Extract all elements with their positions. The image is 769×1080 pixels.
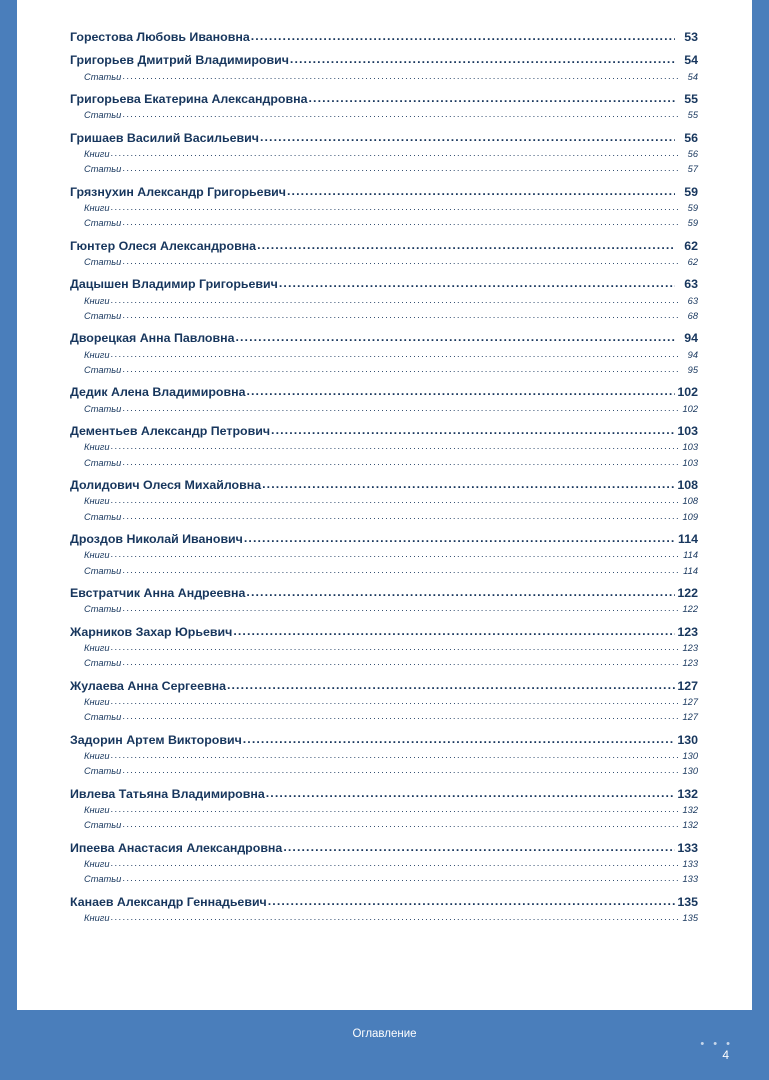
toc-leader-dots — [122, 404, 679, 413]
toc-entry-page-number: 103 — [677, 424, 698, 439]
toc-entry-label: Канаев Александр Геннадьевич — [70, 894, 267, 909]
toc-leader-dots — [122, 257, 679, 266]
toc-entry-page-number: 108 — [682, 496, 698, 507]
toc-leader-dots — [111, 442, 679, 451]
toc-entry-label: Статьи — [84, 874, 122, 885]
toc-entry-label: Книги — [84, 203, 110, 214]
toc-entry-page-number: 135 — [677, 894, 698, 909]
toc-entry-level2[interactable] — [70, 859, 698, 869]
toc-entry-page-number: 133 — [682, 859, 698, 870]
toc-entry-label: Статьи — [84, 403, 122, 414]
toc-entry-page-number: 63 — [687, 295, 698, 306]
toc-entry-label: Книги — [84, 859, 110, 870]
toc-entry-level2[interactable] — [70, 658, 698, 668]
toc-entry-level2[interactable] — [70, 496, 698, 506]
toc-entry-level2[interactable] — [70, 913, 698, 923]
toc-leader-dots — [122, 874, 679, 883]
footer-page-number: 4 — [722, 1048, 729, 1062]
toc-entry-label: Статьи — [84, 457, 122, 468]
toc-entry-page-number: 63 — [684, 277, 698, 292]
toc-entry-label: Книги — [84, 295, 110, 306]
toc-entry-page-number: 94 — [684, 331, 698, 346]
toc-entry-page-number: 114 — [683, 565, 698, 576]
toc-leader-dots — [122, 512, 679, 521]
toc-entry-label: Книги — [84, 805, 110, 816]
toc-entry-page-number: 62 — [684, 238, 698, 253]
left-accent-bar — [0, 0, 17, 1010]
toc-entry-level2[interactable] — [70, 72, 698, 82]
toc-entry-level2[interactable] — [70, 805, 698, 815]
toc-leader-dots — [262, 478, 675, 490]
toc-entry-label: Книги — [84, 913, 110, 924]
toc-entry-level2[interactable] — [70, 110, 698, 120]
toc-leader-dots — [122, 110, 679, 119]
toc-entry-level2[interactable] — [70, 164, 698, 174]
toc-leader-dots — [287, 185, 675, 197]
toc-entry-level2[interactable] — [70, 766, 698, 776]
toc-entry-page-number: 68 — [687, 311, 698, 322]
toc-leader-dots — [122, 458, 679, 467]
toc-entry-level2[interactable] — [70, 257, 698, 267]
toc-entry-page-number: 59 — [687, 203, 698, 214]
toc-entry-level1[interactable] — [70, 185, 698, 198]
toc-entry-level1[interactable] — [70, 478, 698, 491]
toc-leader-dots — [111, 203, 679, 212]
toc-entry-page-number: 94 — [687, 349, 698, 360]
toc-entry-page-number: 133 — [682, 874, 698, 885]
toc-entry-label: Книги — [84, 751, 110, 762]
toc-entry-label: Книги — [84, 697, 110, 708]
toc-entry-level2[interactable] — [70, 350, 698, 360]
toc-leader-dots — [122, 766, 679, 775]
toc-leader-dots — [257, 239, 675, 251]
toc-entry-page-number: 103 — [682, 457, 698, 468]
toc-leader-dots — [271, 424, 675, 436]
toc-entry-level1[interactable] — [70, 787, 698, 800]
toc-leader-dots — [235, 331, 675, 343]
toc-entry-page-number: 95 — [687, 365, 698, 376]
toc-entry-page-number: 62 — [687, 257, 698, 268]
toc-entry-label: Статьи — [84, 311, 122, 322]
toc-entry-page-number: 56 — [687, 149, 698, 160]
toc-entry-level2[interactable] — [70, 566, 698, 576]
toc-leader-dots — [251, 30, 675, 42]
toc-entry-page-number: 114 — [678, 532, 698, 547]
toc-entry-page-number: 57 — [687, 164, 698, 175]
toc-entry-label: Статьи — [84, 365, 122, 376]
toc-entry-label: Дацышен Владимир Григорьевич — [70, 277, 278, 292]
toc-entry-label: Статьи — [84, 257, 122, 268]
toc-entry-level2[interactable] — [70, 751, 698, 761]
toc-entry-page-number: 132 — [682, 820, 698, 831]
toc-entry-page-number: 122 — [682, 604, 698, 615]
toc-entry-level2[interactable] — [70, 218, 698, 228]
toc-entry-label: Книги — [84, 442, 110, 453]
toc-leader-dots — [260, 131, 675, 143]
toc-entry-page-number: 130 — [682, 751, 698, 762]
toc-entry-level2[interactable] — [70, 311, 698, 321]
toc-leader-dots — [122, 604, 679, 613]
toc-entry-page-number: 55 — [684, 92, 698, 107]
toc-leader-dots — [243, 733, 675, 745]
toc-leader-dots — [122, 72, 679, 81]
toc-entry-page-number: 109 — [682, 511, 698, 522]
toc-entry-label: Книги — [84, 550, 110, 561]
toc-entry-label: Гришаев Василий Васильевич — [70, 130, 259, 145]
toc-entry-level1[interactable] — [70, 331, 698, 344]
toc-entry-page-number: 133 — [677, 840, 698, 855]
footer-title: Оглавление — [352, 1028, 417, 1040]
page-footer — [0, 1010, 769, 1080]
toc-entry-label: Книги — [84, 149, 110, 160]
toc-entry-label: Жулаева Анна Сергеевна — [70, 678, 226, 693]
toc-leader-dots — [111, 913, 679, 922]
toc-entry-label: Грязнухин Александр Григорьевич — [70, 184, 286, 199]
toc-entry-label: Горестова Любовь Ивановна — [70, 29, 250, 44]
toc-entry-label: Задорин Артем Викторович — [70, 732, 242, 747]
toc-entry-level2[interactable] — [70, 296, 698, 306]
toc-entry-page-number: 132 — [677, 786, 698, 801]
toc-leader-dots — [122, 164, 679, 173]
toc-entry-level2[interactable] — [70, 442, 698, 452]
toc-leader-dots — [111, 805, 679, 814]
toc-entry-label: Статьи — [84, 218, 122, 229]
toc-entry-label: Статьи — [84, 658, 122, 669]
toc-entry-label: Ивлева Татьяна Владимировна — [70, 786, 265, 801]
toc-entry-level2[interactable] — [70, 365, 698, 375]
toc-entry-page-number: 127 — [677, 678, 698, 693]
toc-leader-dots — [122, 820, 679, 829]
toc-entry-label: Дементьев Александр Петрович — [70, 424, 271, 439]
toc-entry-level1[interactable] — [70, 277, 698, 290]
toc-entry-label: Статьи — [84, 565, 122, 576]
toc-entry-page-number: 127 — [682, 697, 698, 708]
toc-entry-level2[interactable] — [70, 874, 698, 884]
toc-entry-page-number: 108 — [677, 478, 698, 493]
toc-leader-dots — [122, 218, 679, 227]
toc-entry-label: Статьи — [84, 71, 122, 82]
toc-entry-level1[interactable] — [70, 424, 698, 437]
toc-leader-dots — [233, 625, 675, 637]
toc-leader-dots — [122, 566, 679, 575]
toc-entry-level1[interactable] — [70, 679, 698, 692]
toc-entry-page-number: 114 — [683, 550, 698, 561]
toc-leader-dots — [283, 841, 675, 853]
toc-entry-level2[interactable] — [70, 149, 698, 159]
toc-entry-page-number: 102 — [682, 403, 698, 414]
toc-entry-level2[interactable] — [70, 643, 698, 653]
toc-entry-level2[interactable] — [70, 604, 698, 614]
footer-dots-icon: • • • — [700, 1038, 733, 1050]
toc-entry-page-number: 54 — [684, 53, 698, 68]
toc-entry-level1[interactable] — [70, 30, 698, 43]
toc-entry-label: Жарников Захар Юрьевич — [70, 624, 233, 639]
toc-entry-level1[interactable] — [70, 92, 698, 105]
toc-entry-label: Дворецкая Анна Павловна — [70, 331, 235, 346]
toc-leader-dots — [111, 149, 679, 158]
toc-entry-page-number: 122 — [677, 586, 698, 601]
toc-entry-level1[interactable] — [70, 131, 698, 144]
toc-leader-dots — [290, 53, 675, 65]
toc-entry-level2[interactable] — [70, 712, 698, 722]
toc-entry-label: Долидович Олеся Михайловна — [70, 478, 262, 493]
toc-leader-dots — [111, 296, 679, 305]
toc-entry-label: Евстратчик Анна Андреевна — [70, 586, 246, 601]
toc-entry-page-number: 132 — [682, 805, 698, 816]
toc-entry-page-number: 135 — [682, 913, 698, 924]
toc-entry-page-number: 53 — [684, 29, 698, 44]
toc-leader-dots — [309, 92, 676, 104]
toc-entry-label: Григорьев Дмитрий Владимирович — [70, 53, 289, 68]
toc-entry-label: Ипеева Анастасия Александровна — [70, 840, 283, 855]
toc-entry-page-number: 59 — [684, 184, 698, 199]
toc-leader-dots — [227, 679, 675, 691]
toc-leader-dots — [111, 697, 679, 706]
toc-leader-dots — [268, 895, 675, 907]
toc-entry-page-number: 130 — [682, 766, 698, 777]
toc-entry-page-number: 103 — [682, 442, 698, 453]
toc-leader-dots — [122, 365, 679, 374]
toc-entry-page-number: 130 — [677, 732, 698, 747]
toc-entry-level2[interactable] — [70, 404, 698, 414]
toc-leader-dots — [122, 712, 679, 721]
toc-entry-page-number: 55 — [687, 110, 698, 121]
toc-leader-dots — [111, 350, 679, 359]
toc-entry-level2[interactable] — [70, 203, 698, 213]
toc-entry-page-number: 127 — [682, 712, 698, 723]
toc-leader-dots — [111, 550, 679, 559]
toc-entry-page-number: 59 — [687, 218, 698, 229]
table-of-contents — [70, 30, 698, 923]
toc-leader-dots — [266, 787, 675, 799]
toc-leader-dots — [122, 311, 679, 320]
toc-entry-level2[interactable] — [70, 512, 698, 522]
toc-entry-page-number: 54 — [687, 71, 698, 82]
toc-entry-level2[interactable] — [70, 697, 698, 707]
toc-leader-dots — [279, 277, 675, 289]
toc-entry-page-number: 56 — [684, 130, 698, 145]
toc-leader-dots — [246, 385, 675, 397]
toc-entry-level1[interactable] — [70, 586, 698, 599]
toc-entry-level1[interactable] — [70, 532, 698, 545]
toc-entry-level1[interactable] — [70, 625, 698, 638]
toc-entry-level1[interactable] — [70, 385, 698, 398]
toc-entry-page-number: 123 — [682, 643, 698, 654]
toc-entry-label: Статьи — [84, 164, 122, 175]
toc-entry-label: Гюнтер Олеся Александровна — [70, 238, 257, 253]
toc-leader-dots — [122, 658, 679, 667]
toc-entry-label: Статьи — [84, 766, 122, 777]
toc-entry-level1[interactable] — [70, 895, 698, 908]
toc-entry-label: Статьи — [84, 511, 122, 522]
toc-entry-label: Статьи — [84, 604, 122, 615]
toc-leader-dots — [111, 751, 679, 760]
toc-entry-level2[interactable] — [70, 458, 698, 468]
toc-entry-level2[interactable] — [70, 820, 698, 830]
toc-entry-page-number: 123 — [677, 624, 698, 639]
toc-entry-label: Статьи — [84, 820, 122, 831]
toc-entry-level1[interactable] — [70, 53, 698, 66]
toc-entry-level1[interactable] — [70, 841, 698, 854]
toc-leader-dots — [244, 532, 675, 544]
toc-entry-label: Книги — [84, 643, 110, 654]
right-accent-bar — [752, 0, 769, 1010]
toc-leader-dots — [111, 643, 679, 652]
toc-entry-level1[interactable] — [70, 239, 698, 252]
toc-entry-level2[interactable] — [70, 550, 698, 560]
toc-entry-label: Книги — [84, 496, 110, 507]
toc-entry-page-number: 123 — [682, 658, 698, 669]
toc-leader-dots — [111, 859, 679, 868]
toc-entry-label: Книги — [84, 349, 110, 360]
toc-entry-label: Григорьева Екатерина Александровна — [70, 92, 308, 107]
toc-leader-dots — [111, 496, 679, 505]
toc-entry-page-number: 102 — [677, 385, 698, 400]
toc-entry-label: Статьи — [84, 110, 122, 121]
toc-entry-label: Дроздов Николай Иванович — [70, 532, 243, 547]
toc-leader-dots — [246, 586, 675, 598]
toc-entry-level1[interactable] — [70, 733, 698, 746]
toc-entry-label: Дедик Алена Владимировна — [70, 385, 246, 400]
toc-entry-label: Статьи — [84, 712, 122, 723]
